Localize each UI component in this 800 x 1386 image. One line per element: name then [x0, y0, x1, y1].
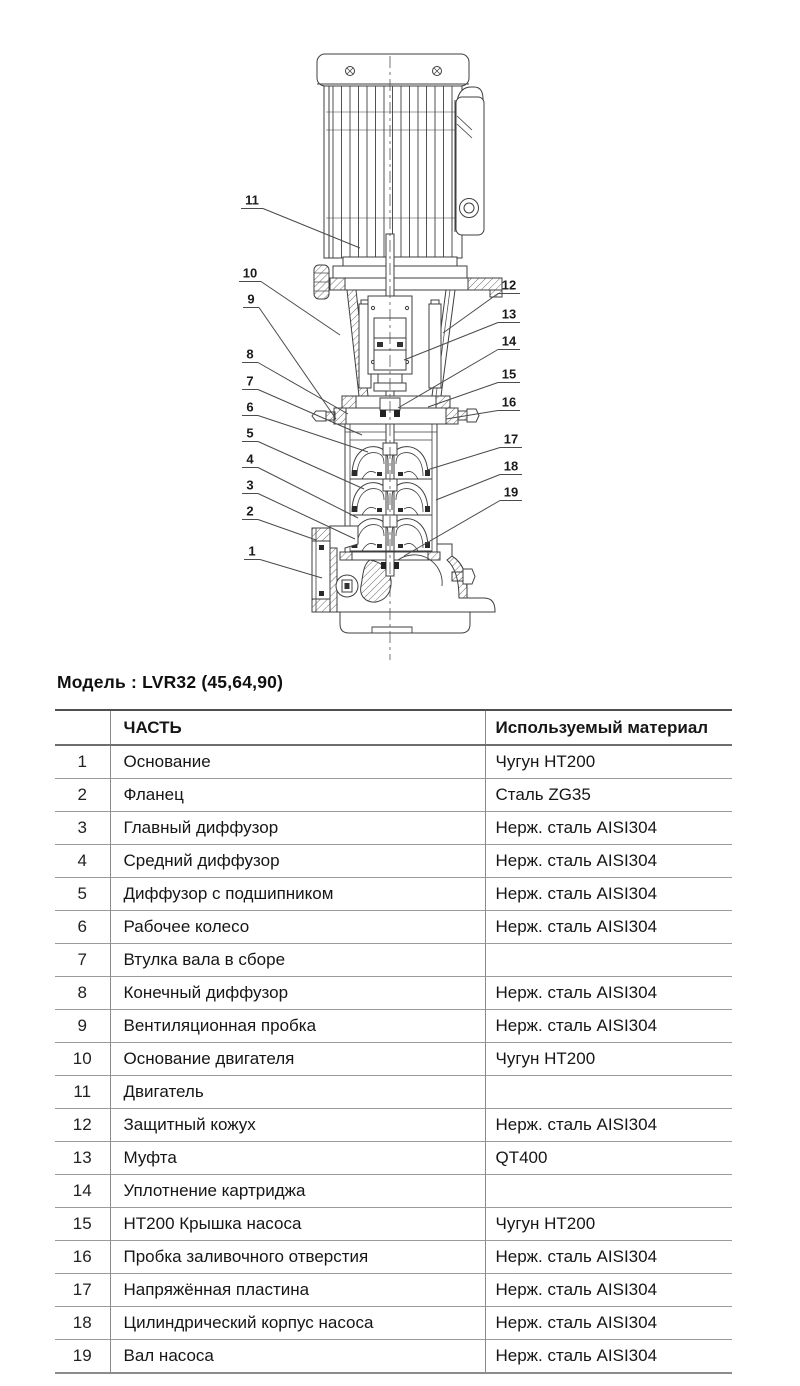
header-material: Используемый материал — [485, 710, 732, 745]
row-part: Пробка заливочного отверстия — [110, 1241, 485, 1274]
table-row — [55, 944, 732, 977]
table-row — [55, 779, 732, 812]
row-part: Напряжённая пластина — [110, 1274, 485, 1307]
svg-text:6: 6 — [246, 399, 254, 415]
pump-head — [312, 396, 479, 424]
row-number: 8 — [55, 977, 110, 1010]
motor-body — [324, 84, 462, 258]
svg-text:2: 2 — [246, 503, 254, 519]
motor-base-plates — [314, 257, 502, 299]
row-part: Цилиндрический корпус насоса — [110, 1307, 485, 1340]
motor-cap — [317, 54, 469, 86]
svg-text:11: 11 — [245, 192, 259, 208]
row-part: Основание двигателя — [110, 1043, 485, 1076]
row-number: 9 — [55, 1010, 110, 1043]
row-number: 2 — [55, 779, 110, 812]
table-row — [55, 845, 732, 878]
row-material — [485, 1076, 732, 1109]
table-row — [55, 745, 732, 779]
row-material: QT400 — [485, 1142, 732, 1175]
parts-table — [55, 709, 732, 1374]
header-number — [55, 710, 110, 745]
table-row — [55, 1208, 732, 1241]
row-material: Нерж. сталь AISI304 — [485, 1010, 732, 1043]
row-material: Нерж. сталь AISI304 — [485, 911, 732, 944]
table-row — [55, 1307, 732, 1340]
callout-8 — [242, 347, 348, 415]
row-part: Рабочее колесо — [110, 911, 485, 944]
svg-text:15: 15 — [501, 366, 517, 382]
row-part: Диффузор с подшипником — [110, 878, 485, 911]
row-number: 12 — [55, 1109, 110, 1142]
header-part: ЧАСТЬ — [110, 710, 485, 745]
svg-text:1: 1 — [248, 543, 256, 559]
row-number: 19 — [55, 1340, 110, 1374]
callout-2 — [242, 504, 316, 541]
row-part: Втулка вала в сборе — [110, 944, 485, 977]
row-material: Нерж. сталь AISI304 — [485, 845, 732, 878]
row-material: Нерж. сталь AISI304 — [485, 1340, 732, 1374]
table-row — [55, 878, 732, 911]
callout-9 — [243, 292, 336, 420]
svg-text:7: 7 — [246, 373, 254, 389]
row-part: Двигатель — [110, 1076, 485, 1109]
svg-text:12: 12 — [501, 277, 517, 293]
row-material: Чугун HT200 — [485, 745, 732, 779]
row-part: Основание — [110, 745, 485, 779]
inlet-flange — [312, 528, 330, 612]
model-title: Модель : LVR32 (45,64,90) — [57, 672, 284, 692]
row-number: 14 — [55, 1175, 110, 1208]
row-number: 5 — [55, 878, 110, 911]
row-part: Защитный кожух — [110, 1109, 485, 1142]
row-material: Нерж. сталь AISI304 — [485, 1241, 732, 1274]
row-material: Нерж. сталь AISI304 — [485, 812, 732, 845]
row-part: Главный диффузор — [110, 812, 485, 845]
row-number: 15 — [55, 1208, 110, 1241]
table-row — [55, 1274, 732, 1307]
row-material: Нерж. сталь AISI304 — [485, 878, 732, 911]
table-row — [55, 1340, 732, 1374]
svg-text:8: 8 — [246, 346, 254, 362]
svg-text:14: 14 — [501, 333, 517, 349]
row-part: Средний диффузор — [110, 845, 485, 878]
row-number: 17 — [55, 1274, 110, 1307]
parts-table-body — [55, 745, 732, 1373]
row-number: 4 — [55, 845, 110, 878]
row-number: 1 — [55, 745, 110, 779]
table-row — [55, 1142, 732, 1175]
table-row — [55, 1109, 732, 1142]
row-part: Вал насоса — [110, 1340, 485, 1374]
row-part: Фланец — [110, 779, 485, 812]
svg-text:10: 10 — [242, 265, 258, 281]
row-number: 6 — [55, 911, 110, 944]
row-number: 7 — [55, 944, 110, 977]
pump-casing — [345, 424, 437, 552]
terminal-box — [452, 87, 484, 235]
row-number: 18 — [55, 1307, 110, 1340]
svg-text:13: 13 — [501, 306, 517, 322]
cable-gland — [460, 199, 479, 218]
row-part: Муфта — [110, 1142, 485, 1175]
svg-text:18: 18 — [503, 458, 519, 474]
row-part: Конечный диффузор — [110, 977, 485, 1010]
row-material: Нерж. сталь AISI304 — [485, 1109, 732, 1142]
svg-text:4: 4 — [246, 451, 254, 467]
row-number: 3 — [55, 812, 110, 845]
row-material: Нерж. сталь AISI304 — [485, 977, 732, 1010]
row-part: HT200 Крышка насоса — [110, 1208, 485, 1241]
svg-text:5: 5 — [246, 425, 254, 441]
diagram-area — [0, 0, 800, 670]
row-material: Сталь ZG35 — [485, 779, 732, 812]
svg-text:16: 16 — [501, 394, 517, 410]
row-material: Чугун HT200 — [485, 1043, 732, 1076]
table-row — [55, 1010, 732, 1043]
row-material: Нерж. сталь AISI304 — [485, 1307, 732, 1340]
row-number: 16 — [55, 1241, 110, 1274]
callout-4 — [242, 452, 358, 519]
table-row — [55, 812, 732, 845]
table-row — [55, 1043, 732, 1076]
table-row — [55, 1076, 732, 1109]
row-material: Чугун HT200 — [485, 1208, 732, 1241]
svg-text:3: 3 — [246, 477, 254, 493]
table-header-row — [55, 710, 732, 745]
row-number: 13 — [55, 1142, 110, 1175]
table-row — [55, 1175, 732, 1208]
row-material: Нерж. сталь AISI304 — [485, 1274, 732, 1307]
row-part: Уплотнение картриджа — [110, 1175, 485, 1208]
row-number: 11 — [55, 1076, 110, 1109]
drain-plug — [452, 572, 463, 581]
row-material — [485, 944, 732, 977]
table-row — [55, 1241, 732, 1274]
row-number: 10 — [55, 1043, 110, 1076]
svg-text:19: 19 — [503, 484, 519, 500]
svg-text:9: 9 — [247, 291, 255, 307]
row-material — [485, 1175, 732, 1208]
callout-1 — [244, 544, 322, 579]
svg-text:17: 17 — [503, 431, 519, 447]
row-part: Вентиляционная пробка — [110, 1010, 485, 1043]
pump-diagram — [0, 0, 800, 670]
table-row — [55, 911, 732, 944]
table-row — [55, 977, 732, 1010]
